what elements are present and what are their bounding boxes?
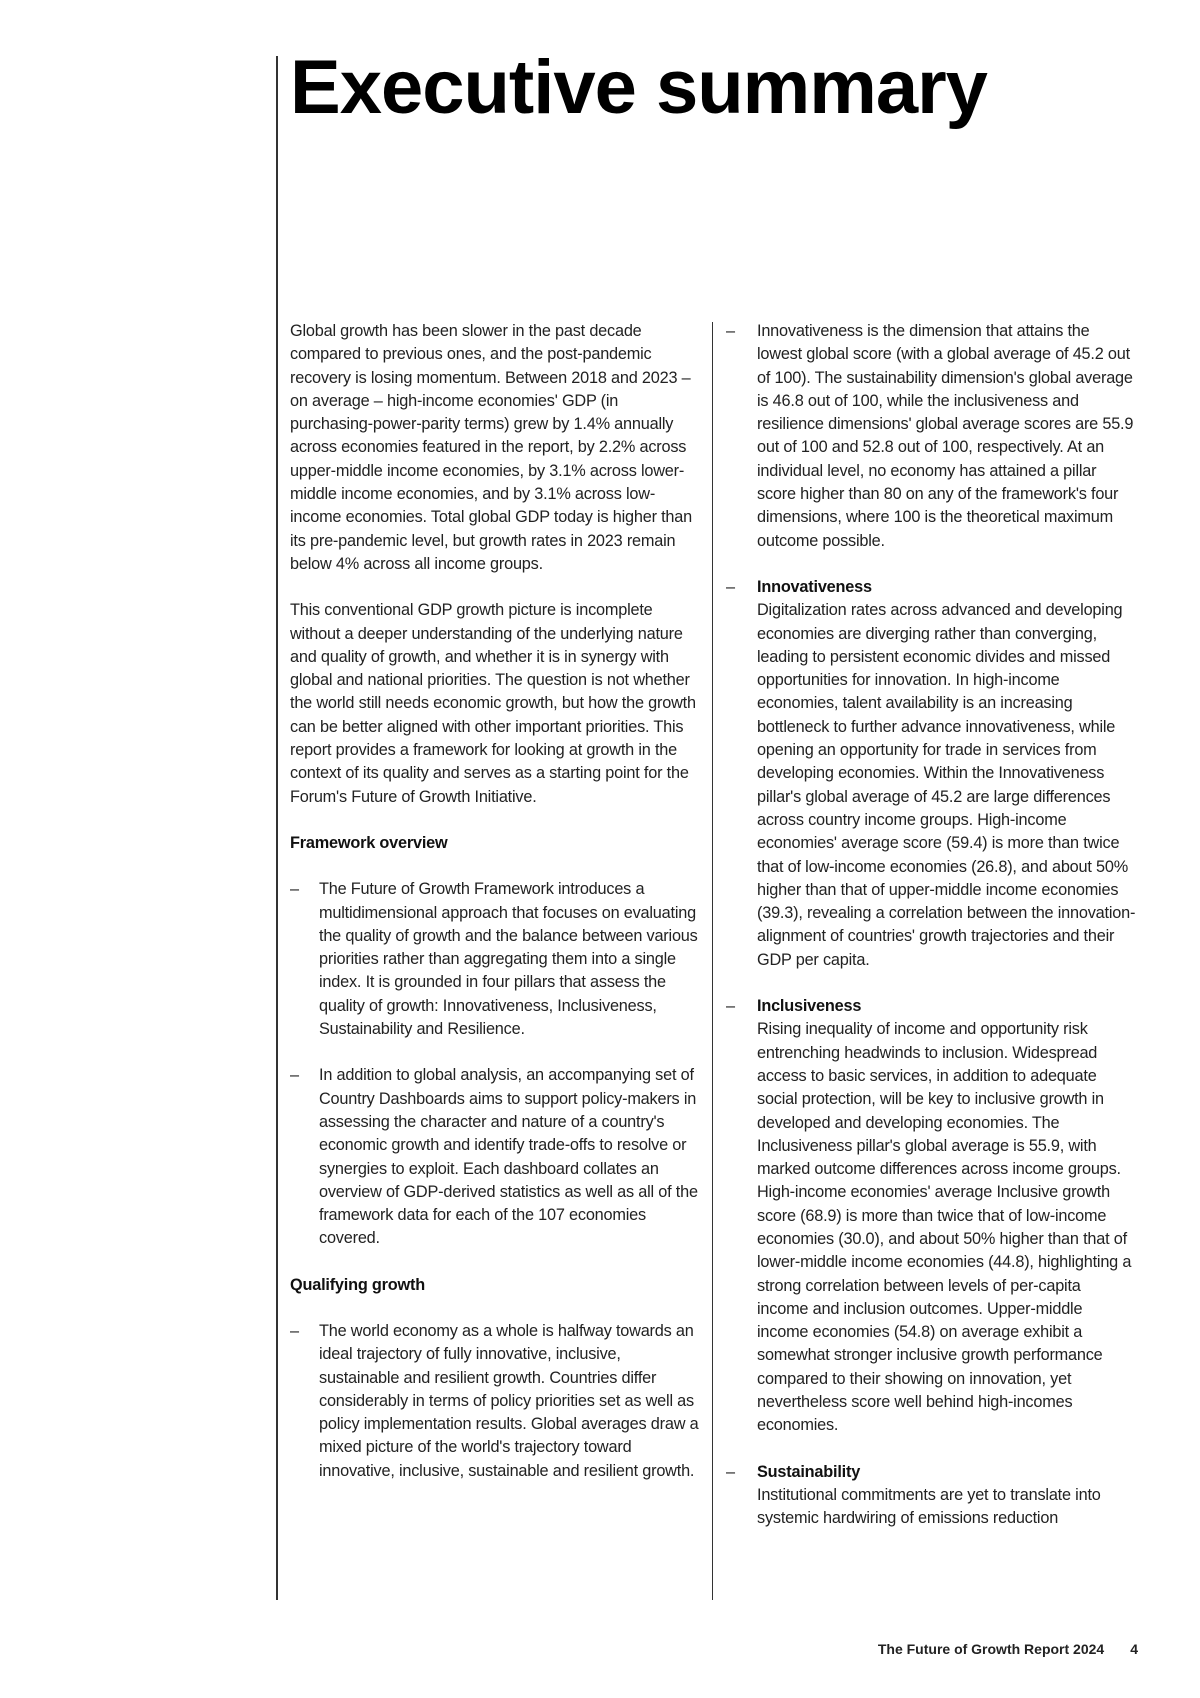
list-item [290, 1064, 700, 1250]
list-item [726, 320, 1136, 553]
intro-paragraph: Global growth has been slower in the past decade compared to previous ones, and the post-pandemic recovery is losing momentum. Between 2018 and 2023 – on average – high-income economies' GDP (in purchasing-power-parity terms) grew by 1.4% annually across economies featured in the report, by 2.2% across upper-middle income economies, by 3.1% across lower-middle income economies, and by 3.1% across low-income economies. Total global GDP today is higher than its pre-pandemic level, but growth rates in 2023 remain below 4% across all income groups. [290, 322, 693, 573]
inclusiveness-heading: Inclusiveness [757, 997, 862, 1016]
inclusiveness-section [726, 995, 1136, 1438]
list-item [290, 1320, 700, 1483]
page-footer [878, 1641, 1138, 1657]
report-name: The Future of Growth Report 2024 [877, 1641, 1105, 1657]
dash-bullet: – [290, 1066, 299, 1085]
qualifying-growth-heading: Qualifying growth [290, 1275, 425, 1294]
page-number: 4 [1130, 1641, 1138, 1657]
list-item-text: In addition to global analysis, an accompanying set of Country Dashboards aims to support policy-makers in assessing the character and nature of a country's economic growth and identify trade-offs to resolve or synergies to exploit. Each dashboard collates an overview of GDP-derived statistics as well as all of the framework data for each of the 107 economies covered. [319, 1066, 698, 1248]
sustainability-text: Institutional commitments are yet to translate into systemic hardwiring of emissions reduction [757, 1485, 1101, 1528]
page-title: Executive summary [290, 45, 987, 130]
framework-overview-heading: Framework overview [290, 833, 448, 852]
list-item-text: The Future of Growth Framework introduces a multidimensional approach that focuses on evaluating the quality of growth and the balance between various priorities rather than aggregating them into a single index. It is grounded in four pillars that assess the quality of growth: Innovativeness, Inclusiveness, Sustainability and Resilience. [319, 880, 698, 1039]
dash-bullet: – [726, 322, 735, 340]
sustainability-section [726, 1461, 1136, 1531]
dash-bullet: – [290, 1321, 299, 1340]
list-item-text: The world economy as a whole is halfway towards an ideal trajectory of fully innovative, inclusive, sustainable and resilient growth. Countries differ considerably in terms of policy priorities set as well as policy implementation results. Global averages draw a mixed picture of the world's trajectory toward innovative, inclusive, sustainable and resilient growth. [319, 1321, 699, 1480]
sustainability-heading: Sustainability [757, 1462, 861, 1481]
inclusiveness-text: Rising inequality of income and opportunity risk entrenching headwinds to inclusion. Widespread access to basic services, in addition to adequate social protection, will be key to inclusive growth in developed and developing economies. The Inclusiveness pillar's global average is 55.9, with marked outcome differences across income groups. High-income economies' average Inclusive growth score (68.9) is more than twice that of low-income economies (30.0), and about 50% higher than that of lower-middle income economies (44.8), highlighting a strong correlation between levels of per-capita income and inclusion outcomes. Upper-middle income economies (54.8) on average exhibit a somewhat stronger inclusive growth performance compared to their showing on innovation, yet nevertheless score well behind high-incomes economies. [757, 1020, 1132, 1435]
innovativeness-text: Digitalization rates across advanced and developing economies are diverging rather than converging, leading to persistent economic divides and missed opportunities for innovation. In high-income economies, talent availability is an increasing bottleneck to further advance innovativeness, while opening an opportunity for trade in services from developing economies. Within the Innovativeness pillar's global average of 45.2 are large differences across country income groups. High-income economies' average score (59.4) is more than twice that of low-income economies (26.8), and about 50% higher than that of upper-middle income economies (39.3), revealing a correlation between the innovation-alignment of countries' growth trajectories and their GDP per capita. [757, 601, 1136, 969]
list-item-text: Innovativeness is the dimension that attains the lowest global score (with a global average of 45.2 out of 100). The sustainability dimension's global average is 46.8 out of 100, while the inclusiveness and resilience dimensions' global average scores are 55.9 out of 100 and 52.8 out of 100, respectively. At an individual level, no economy has attained a pillar score higher than 80 on any of the framework's four dimensions, where 100 is the theoretical maximum outcome possible. [757, 322, 1134, 550]
intro-paragraph: This conventional GDP growth picture is incomplete without a deeper understanding of the underlying nature and quality of growth, and whether it is in synergy with global and national priorities. The question is not whether the world still needs economic growth, but how the growth can be better aligned with other important priorities. This report provides a framework for looking at growth in the context of its quality and serves as a starting point for the Forum's Future of Growth Initiative. [290, 601, 696, 806]
left-column [290, 320, 700, 1506]
dash-bullet: – [726, 577, 735, 596]
right-column [726, 320, 1136, 1554]
innovativeness-heading: Innovativeness [757, 577, 872, 596]
left-margin-rule [276, 56, 278, 1600]
dash-bullet: – [290, 880, 299, 899]
column-divider-rule [712, 322, 713, 1600]
innovativeness-section [726, 576, 1136, 972]
list-item [290, 878, 700, 1041]
dash-bullet: – [726, 1462, 735, 1481]
dash-bullet: – [726, 997, 735, 1016]
